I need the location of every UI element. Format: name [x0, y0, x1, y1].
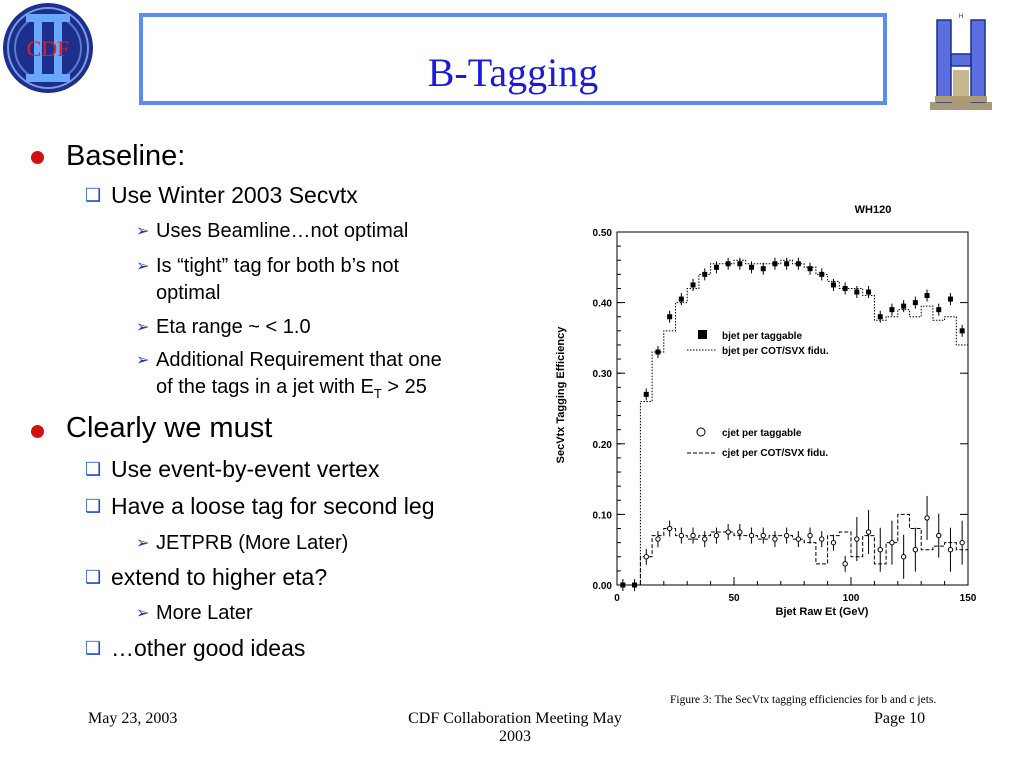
footer-meeting-line2: 2003 [499, 728, 531, 745]
bjet-point [948, 297, 953, 302]
y-tick-label: 0.20 [592, 439, 612, 451]
x-tick-label: 150 [959, 593, 977, 604]
legend-bjet-marker [698, 330, 707, 339]
bjet-point [901, 304, 906, 309]
bjet-point [925, 293, 930, 298]
bullet-beamline: Uses Beamline…not optimal [156, 220, 409, 242]
cjet-point [913, 548, 917, 552]
cjet-point [901, 555, 905, 559]
cjet-point [644, 555, 648, 559]
cjet-point [784, 533, 788, 537]
cjet-point [749, 533, 753, 537]
chart-title: WH120 [854, 204, 892, 216]
cjet-point [948, 548, 952, 552]
footer-meeting [380, 710, 650, 746]
legend-bjet-fidu-label: bjet per COT/SVX fidu. [722, 346, 829, 357]
bjet-point [772, 261, 777, 266]
bullet-baseline: Baseline: [66, 140, 186, 172]
footer-date: May 23, 2003 [88, 710, 178, 727]
cjet-point [773, 537, 777, 541]
h-logo-text: H [958, 14, 964, 20]
bullet-eta-range: Eta range ~ < 1.0 [156, 316, 311, 338]
arrow-bullet-icon: ➢ [136, 319, 150, 336]
bjet-point [843, 286, 848, 291]
bjet-point [878, 314, 883, 319]
figure-caption: Figure 3: The SecVtx tagging efficiencies for b and c jets. [670, 694, 937, 706]
bullet-higher-eta: extend to higher eta? [111, 564, 328, 590]
cjet-point [820, 537, 824, 541]
bjet-point [960, 328, 965, 333]
bullet-jetprb: JETPRB (More Later) [156, 532, 349, 554]
x-tick-label: 0 [614, 593, 620, 604]
chart-ylabel: SecVtx Tagging Efficiency [555, 326, 567, 464]
bullet-event-vertex: Use event-by-event vertex [111, 456, 380, 482]
square-bullet-icon: ❑ [85, 459, 102, 479]
bjet-point [655, 350, 660, 355]
bullet-winter-secvtx: Use Winter 2003 Secvtx [111, 182, 358, 208]
bjet-point [632, 583, 637, 588]
bjet-point [714, 265, 719, 270]
cjet-point [831, 540, 835, 544]
h-logo [925, 10, 1000, 115]
et-subscript: T [373, 386, 382, 401]
bjet-point [679, 297, 684, 302]
bjet-point [761, 266, 766, 271]
bjet-point [784, 261, 789, 266]
cdf-logo [0, 0, 100, 100]
bullet-tight-tag-line2: optimal [156, 282, 221, 304]
bullet-loose-tag: Have a loose tag for second leg [111, 493, 435, 519]
bjet-point [889, 307, 894, 312]
cjet-point [796, 537, 800, 541]
cjet-point [855, 537, 859, 541]
cjet-point [679, 533, 683, 537]
bjet-point [644, 392, 649, 397]
bullet-additional-req-line2: of the tags in a jet with $E_T > 25$ [156, 376, 427, 401]
cjet-point [878, 548, 882, 552]
footer-meeting-line1: CDF Collaboration Meeting May [408, 710, 622, 727]
bullet-other-ideas: …other good ideas [111, 635, 306, 661]
cjet-point [937, 533, 941, 537]
bullet-more-later: More Later [156, 602, 253, 624]
bjet-point [854, 290, 859, 295]
legend-cjet-marker [697, 428, 705, 436]
cjet-point [691, 533, 695, 537]
bjet-point [936, 307, 941, 312]
cjet-point [843, 562, 847, 566]
cjet-point [738, 530, 742, 534]
bjet-point [702, 272, 707, 277]
cjet-point [925, 516, 929, 520]
bullet-tight-tag-line1: Is “tight” tag for both b’s not [156, 255, 400, 277]
bjet-point [831, 282, 836, 287]
bjet-point [749, 265, 754, 270]
cjet-point [726, 530, 730, 534]
cjet-point [890, 540, 894, 544]
bullet-clearly: Clearly we must [66, 412, 273, 444]
arrow-bullet-icon: ➢ [136, 605, 150, 622]
bjet-point [808, 266, 813, 271]
footer-page-number: Page 10 [874, 710, 926, 727]
bjet-point [726, 261, 731, 266]
bullet-dot [31, 425, 44, 438]
bjet-point [737, 261, 742, 266]
x-tick-label: 50 [728, 593, 740, 604]
cjet-point [808, 533, 812, 537]
bjet-point [691, 282, 696, 287]
y-tick-label: 0.50 [592, 228, 612, 239]
cdf-logo-text: CDF [26, 36, 70, 61]
bjet-point [913, 300, 918, 305]
y-tick-label: 0.00 [592, 581, 612, 592]
square-bullet-icon: ❑ [85, 638, 102, 658]
arrow-bullet-icon: ➢ [136, 223, 150, 240]
arrow-bullet-icon: ➢ [136, 535, 150, 552]
legend-cjet-fidu-label: cjet per COT/SVX fidu. [722, 448, 829, 459]
bjet-point [620, 583, 625, 588]
bjet-point [667, 314, 672, 319]
cjet-point [866, 530, 870, 534]
cjet-point [667, 526, 671, 530]
y-tick-label: 0.40 [592, 298, 612, 310]
cjet-point [656, 537, 660, 541]
arrow-bullet-icon: ➢ [136, 352, 150, 369]
bjet-point [796, 261, 801, 266]
bullet-additional-req-line1: Additional Requirement that one [156, 349, 442, 371]
chart-xlabel: Bjet Raw Et (GeV) [775, 606, 869, 618]
square-bullet-icon: ❑ [85, 567, 102, 587]
page-title: B-Tagging [427, 49, 599, 95]
legend-cjet-label: cjet per taggable [722, 428, 802, 439]
cjet-point [714, 533, 718, 537]
arrow-bullet-icon: ➢ [136, 258, 150, 275]
square-bullet-icon: ❑ [85, 496, 102, 516]
bullet-dot [31, 151, 44, 164]
cjet-point [703, 537, 707, 541]
cjet-point [761, 533, 765, 537]
efficiency-chart [550, 200, 990, 620]
bjet-point [819, 272, 824, 277]
x-tick-label: 100 [842, 593, 860, 604]
y-tick-label: 0.10 [592, 510, 612, 522]
bjet-point [866, 290, 871, 295]
y-tick-label: 0.30 [592, 369, 612, 381]
cjet-point [960, 540, 964, 544]
legend-bjet-label: bjet per taggable [722, 331, 803, 342]
square-bullet-icon: ❑ [85, 185, 102, 205]
